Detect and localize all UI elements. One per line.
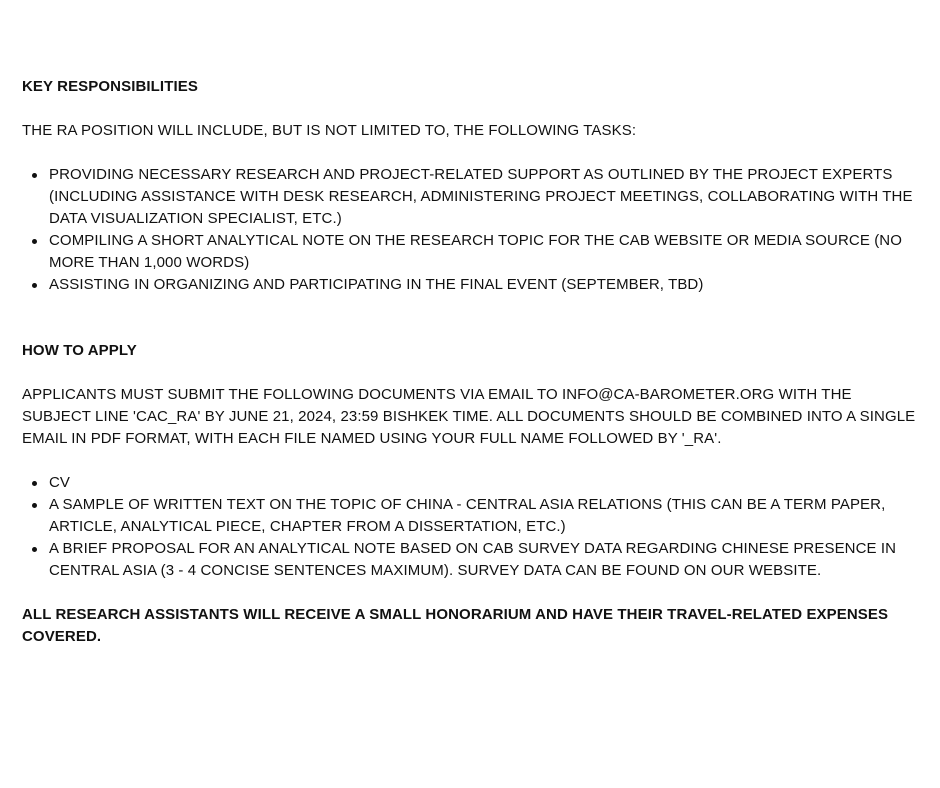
bullet-icon: [32, 481, 37, 486]
list-item: [22, 472, 922, 494]
responsibilities-intro: THE RA POSITION WILL INCLUDE, BUT IS NOT LIMITED TO, THE FOLLOWING TASKS:: [22, 122, 637, 139]
list-item: [22, 164, 922, 230]
apply-heading: HOW TO APPLY: [22, 342, 137, 359]
list-item-text: CV: [49, 474, 71, 491]
apply-documents-list: [22, 472, 922, 582]
list-item-text: ASSISTING IN ORGANIZING AND PARTICIPATING IN THE FINAL EVENT (SEPTEMBER, TBD): [49, 276, 704, 293]
list-item-text: PROVIDING NECESSARY RESEARCH AND PROJECT-RELATED SUPPORT AS OUTLINED BY THE PROJECT EXPERTS (INCLUDING ASSISTANCE WITH DESK RESEARCH, ADMINISTERING PROJECT MEETINGS, COLLABORATING WITH THE DATA VISUALIZATION SPECIALIST, ETC.): [49, 166, 913, 227]
list-item: [22, 494, 922, 538]
bullet-icon: [32, 503, 37, 508]
list-item-text: COMPILING A SHORT ANALYTICAL NOTE ON THE RESEARCH TOPIC FOR THE CAB WEBSITE OR MEDIA SOURCE (NO MORE THAN 1,000 WORDS): [49, 232, 902, 271]
responsibilities-heading: KEY RESPONSIBILITIES: [22, 78, 198, 95]
closing-note: ALL RESEARCH ASSISTANTS WILL RECEIVE A SMALL HONORARIUM AND HAVE THEIR TRAVEL-RELATED EXPENSES COVERED.: [22, 606, 889, 645]
list-item: [22, 230, 922, 274]
bullet-icon: [32, 547, 37, 552]
bullet-icon: [32, 239, 37, 244]
section-spacer: [22, 296, 922, 340]
document-body: [22, 76, 922, 648]
responsibilities-list: [22, 164, 922, 296]
list-item-text: A BRIEF PROPOSAL FOR AN ANALYTICAL NOTE BASED ON CAB SURVEY DATA REGARDING CHINESE PRESENCE IN CENTRAL ASIA (3 - 4 CONCISE SENTENCES MAXIMUM). SURVEY DATA CAN BE FOUND ON OUR WEBSITE.: [49, 540, 897, 579]
bullet-icon: [32, 173, 37, 178]
list-item: [22, 274, 922, 296]
list-item: [22, 538, 922, 582]
apply-intro: APPLICANTS MUST SUBMIT THE FOLLOWING DOCUMENTS VIA EMAIL TO INFO@CA-BAROMETER.ORG WITH THE SUBJECT LINE 'CAC_RA' BY JUNE 21, 2024, 23:59 BISHKEK TIME. ALL DOCUMENTS SHOULD BE COMBINED INTO A SINGLE EMAIL IN PDF FORMAT, WITH EACH FILE NAMED USING YOUR FULL NAME FOLLOWED BY '_RA'.: [22, 386, 916, 447]
bullet-icon: [32, 283, 37, 288]
list-item-text: A SAMPLE OF WRITTEN TEXT ON THE TOPIC OF CHINA - CENTRAL ASIA RELATIONS (THIS CAN BE A TERM PAPER, ARTICLE, ANALYTICAL PIECE, CHAPTER FROM A DISSERTATION, ETC.): [49, 496, 886, 535]
